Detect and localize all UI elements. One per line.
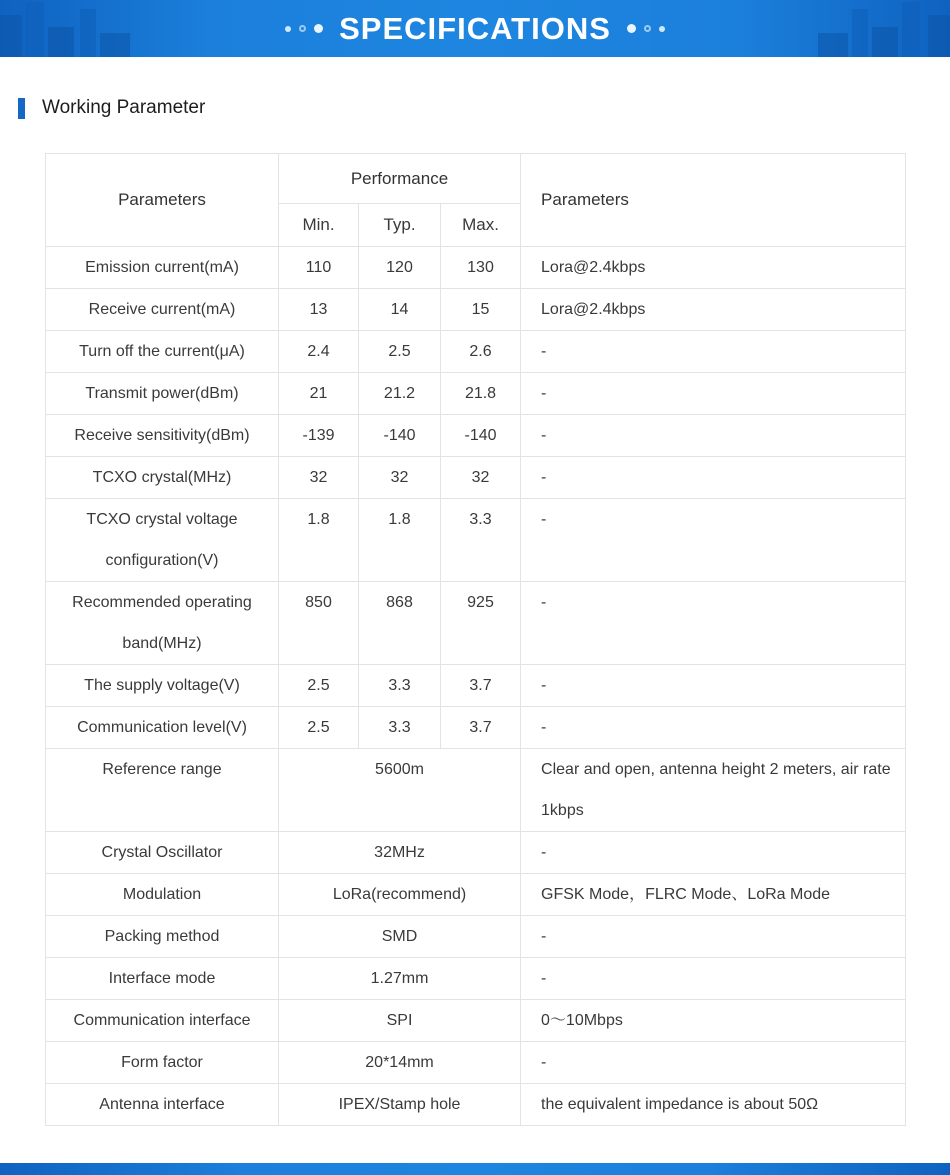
table-row: [46, 916, 906, 958]
max-value: 130: [441, 247, 521, 289]
dot-icon: [627, 24, 636, 33]
row-label: Recommended operating band(MHz): [46, 582, 279, 665]
max-value: 3.7: [441, 665, 521, 707]
note-value: Clear and open, antenna height 2 meters, air rate 1kbps: [521, 749, 906, 832]
note-value: -: [521, 457, 906, 499]
table-row: [46, 707, 906, 749]
typ-value: 3.3: [359, 707, 441, 749]
row-label: The supply voltage(V): [46, 665, 279, 707]
footer-bar: [0, 1163, 950, 1175]
banner-title: SPECIFICATIONS: [339, 10, 611, 46]
min-value: 2.4: [279, 331, 359, 373]
note-value: 0～10Mbps: [521, 1000, 906, 1042]
note-value: -: [521, 373, 906, 415]
accent-bar-icon: [18, 98, 25, 119]
merged-value: SMD: [279, 916, 521, 958]
typ-value: 120: [359, 247, 441, 289]
row-label: Interface mode: [46, 958, 279, 1000]
table-header-row: [46, 154, 906, 204]
typ-value: 14: [359, 289, 441, 331]
max-value: 15: [441, 289, 521, 331]
merged-value: 32MHz: [279, 832, 521, 874]
table-row: [46, 457, 906, 499]
row-label: Reference range: [46, 749, 279, 832]
table-row: [46, 582, 906, 665]
header-performance: Performance: [279, 154, 521, 204]
note-value: -: [521, 331, 906, 373]
row-label: Communication level(V): [46, 707, 279, 749]
min-value: 13: [279, 289, 359, 331]
table-row: [46, 289, 906, 331]
merged-value: LoRa(recommend): [279, 874, 521, 916]
note-value: -: [521, 707, 906, 749]
dot-icon: [285, 26, 291, 32]
working-parameter-table: [45, 153, 906, 1126]
max-value: 3.3: [441, 499, 521, 582]
note-value: -: [521, 916, 906, 958]
header-parameters-left: Parameters: [46, 154, 279, 247]
table-row: [46, 958, 906, 1000]
note-value: -: [521, 958, 906, 1000]
table-row: [46, 1042, 906, 1084]
note-value: Lora@2.4kbps: [521, 289, 906, 331]
row-label: Emission current(mA): [46, 247, 279, 289]
typ-value: 32: [359, 457, 441, 499]
row-label: Receive sensitivity(dBm): [46, 415, 279, 457]
row-label: TCXO crystal voltage configuration(V): [46, 499, 279, 582]
city-skyline-right-icon: [780, 0, 950, 57]
table-row: [46, 415, 906, 457]
row-label: Form factor: [46, 1042, 279, 1084]
row-label: TCXO crystal(MHz): [46, 457, 279, 499]
section-title: Working Parameter: [42, 97, 206, 118]
dot-icon: [659, 26, 665, 32]
header-parameters-right: Parameters: [521, 154, 906, 247]
table-row: [46, 247, 906, 289]
row-label: Communication interface: [46, 1000, 279, 1042]
typ-value: 1.8: [359, 499, 441, 582]
row-label: Packing method: [46, 916, 279, 958]
typ-value: 21.2: [359, 373, 441, 415]
header-max: Max.: [441, 204, 521, 247]
header-min: Min.: [279, 204, 359, 247]
table-row: [46, 832, 906, 874]
max-value: 2.6: [441, 331, 521, 373]
merged-value: SPI: [279, 1000, 521, 1042]
typ-value: 868: [359, 582, 441, 665]
min-value: 2.5: [279, 707, 359, 749]
row-label: Receive current(mA): [46, 289, 279, 331]
table-row: [46, 665, 906, 707]
section-header: [18, 97, 950, 119]
min-value: 850: [279, 582, 359, 665]
note-value: the equivalent impedance is about 50Ω: [521, 1084, 906, 1126]
dot-trio-left-icon: [285, 24, 323, 33]
table-row: [46, 373, 906, 415]
table-row: [46, 874, 906, 916]
row-label: Turn off the current(μA): [46, 331, 279, 373]
note-value: -: [521, 415, 906, 457]
note-value: Lora@2.4kbps: [521, 247, 906, 289]
note-value: -: [521, 582, 906, 665]
table-row: [46, 1084, 906, 1126]
table-row: [46, 331, 906, 373]
min-value: 2.5: [279, 665, 359, 707]
merged-value: IPEX/Stamp hole: [279, 1084, 521, 1126]
table-row: [46, 499, 906, 582]
dot-icon: [299, 25, 306, 32]
row-label: Crystal Oscillator: [46, 832, 279, 874]
dot-trio-right-icon: [627, 24, 665, 33]
merged-value: 20*14mm: [279, 1042, 521, 1084]
min-value: 32: [279, 457, 359, 499]
typ-value: -140: [359, 415, 441, 457]
city-skyline-left-icon: [0, 0, 170, 57]
dot-icon: [644, 25, 651, 32]
max-value: 925: [441, 582, 521, 665]
max-value: 3.7: [441, 707, 521, 749]
row-label: Transmit power(dBm): [46, 373, 279, 415]
min-value: 1.8: [279, 499, 359, 582]
note-value: -: [521, 665, 906, 707]
table-row: [46, 749, 906, 832]
note-value: -: [521, 832, 906, 874]
table-row: [46, 1000, 906, 1042]
note-value: -: [521, 499, 906, 582]
note-value: GFSK Mode，FLRC Mode、LoRa Mode: [521, 874, 906, 916]
row-label: Antenna interface: [46, 1084, 279, 1126]
max-value: -140: [441, 415, 521, 457]
merged-value: 5600m: [279, 749, 521, 832]
typ-value: 3.3: [359, 665, 441, 707]
min-value: -139: [279, 415, 359, 457]
note-value: -: [521, 1042, 906, 1084]
merged-value: 1.27mm: [279, 958, 521, 1000]
max-value: 32: [441, 457, 521, 499]
max-value: 21.8: [441, 373, 521, 415]
dot-icon: [314, 24, 323, 33]
min-value: 21: [279, 373, 359, 415]
specifications-banner: [0, 0, 950, 57]
typ-value: 2.5: [359, 331, 441, 373]
min-value: 110: [279, 247, 359, 289]
header-typ: Typ.: [359, 204, 441, 247]
row-label: Modulation: [46, 874, 279, 916]
